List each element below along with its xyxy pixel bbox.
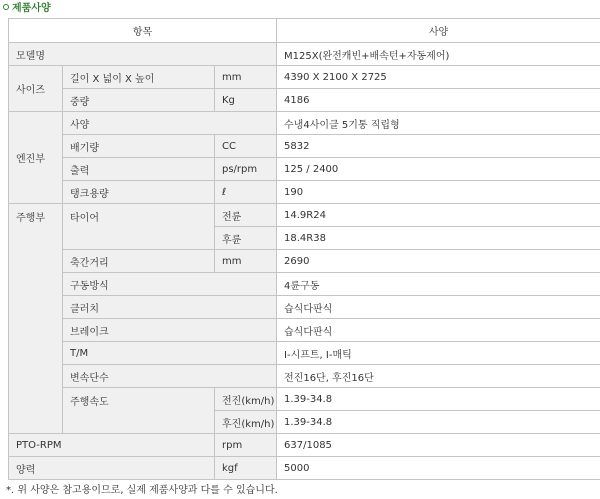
drive-type-value: 4륜구동 [277,273,600,296]
weight-unit: Kg [215,89,277,112]
table-row [9,43,600,66]
displacement-label: 배기량 [63,135,215,158]
drive-label: 주행부 [9,204,63,434]
weight-label: 중량 [63,89,215,112]
tm-value: I-시프트, I-매틱 [277,342,600,365]
table-row [9,296,600,319]
gears-label: 변속단수 [63,365,277,388]
table-row [9,342,600,365]
tank-unit: ℓ [215,181,277,204]
tank-value: 190 [277,181,600,204]
displacement-unit: CC [215,135,277,158]
speed-fwd-value: 1.39-34.8 [277,388,600,411]
tm-label: T/M [63,342,277,365]
section-title [3,2,51,16]
brake-value: 습식다판식 [277,319,600,342]
tire-rear-label: 후륜 [215,227,277,250]
lift-label: 양력 [9,457,215,480]
pto-value: 637/1085 [277,434,600,457]
engine-type-label: 사양 [63,112,277,135]
clutch-value: 습식다판식 [277,296,600,319]
table-row [9,319,600,342]
wheelbase-value: 2690 [277,250,600,273]
table-row [9,365,600,388]
circle-bullet-icon [3,4,9,10]
output-unit: ps/rpm [215,158,277,181]
table-row [9,181,600,204]
table-row [9,112,600,135]
tire-label: 타이어 [63,204,215,250]
brake-label: 브레이크 [63,319,277,342]
weight-value: 4186 [277,89,600,112]
table-row [9,388,600,411]
tank-label: 탱크용량 [63,181,215,204]
table-row [9,250,600,273]
lift-value: 5000 [277,457,600,480]
tire-rear-value: 18.4R38 [277,227,600,250]
table-row [9,273,600,296]
gears-value: 전진16단, 후진16단 [277,365,600,388]
output-label: 출력 [63,158,215,181]
speed-rev-value: 1.39-34.8 [277,411,600,434]
wheelbase-label: 축간거리 [63,250,215,273]
dims-value: 4390 X 2100 X 2725 [277,66,600,89]
clutch-label: 클러치 [63,296,277,319]
dims-label: 길이 X 넓이 X 높이 [63,66,215,89]
dims-unit: mm [215,66,277,89]
table-header-row [9,19,600,43]
speed-rev-label: 후진(km/h) [215,411,277,434]
table-row [9,66,600,89]
table-row [9,457,600,480]
displacement-value: 5832 [277,135,600,158]
wheelbase-unit: mm [215,250,277,273]
model-value: M125X(완전캐빈+배속턴+자동제어) [277,43,600,66]
speed-fwd-label: 전진(km/h) [215,388,277,411]
output-value: 125 / 2400 [277,158,600,181]
tire-front-label: 전륜 [215,204,277,227]
footnote: *. 위 사양은 참고용이므로, 실제 제품사양과 다를 수 있습니다. [6,485,278,496]
drive-type-label: 구동방식 [63,273,277,296]
table-row [9,158,600,181]
engine-label: 엔진부 [9,112,63,204]
pto-unit: rpm [215,434,277,457]
table-row [9,434,600,457]
speed-label: 주행속도 [63,388,215,434]
header-item: 항목 [9,19,277,43]
tire-front-value: 14.9R24 [277,204,600,227]
engine-type-value: 수냉4사이클 5기통 직립형 [277,112,600,135]
table-row [9,135,600,158]
spec-table [8,18,600,480]
header-spec: 사양 [277,19,600,43]
pto-label: PTO-RPM [9,434,215,457]
table-row [9,204,600,227]
size-label: 사이즈 [9,66,63,112]
lift-unit: kgf [215,457,277,480]
table-row [9,89,600,112]
section-title-text: 제품사양 [12,3,51,14]
model-label: 모델명 [9,43,277,66]
